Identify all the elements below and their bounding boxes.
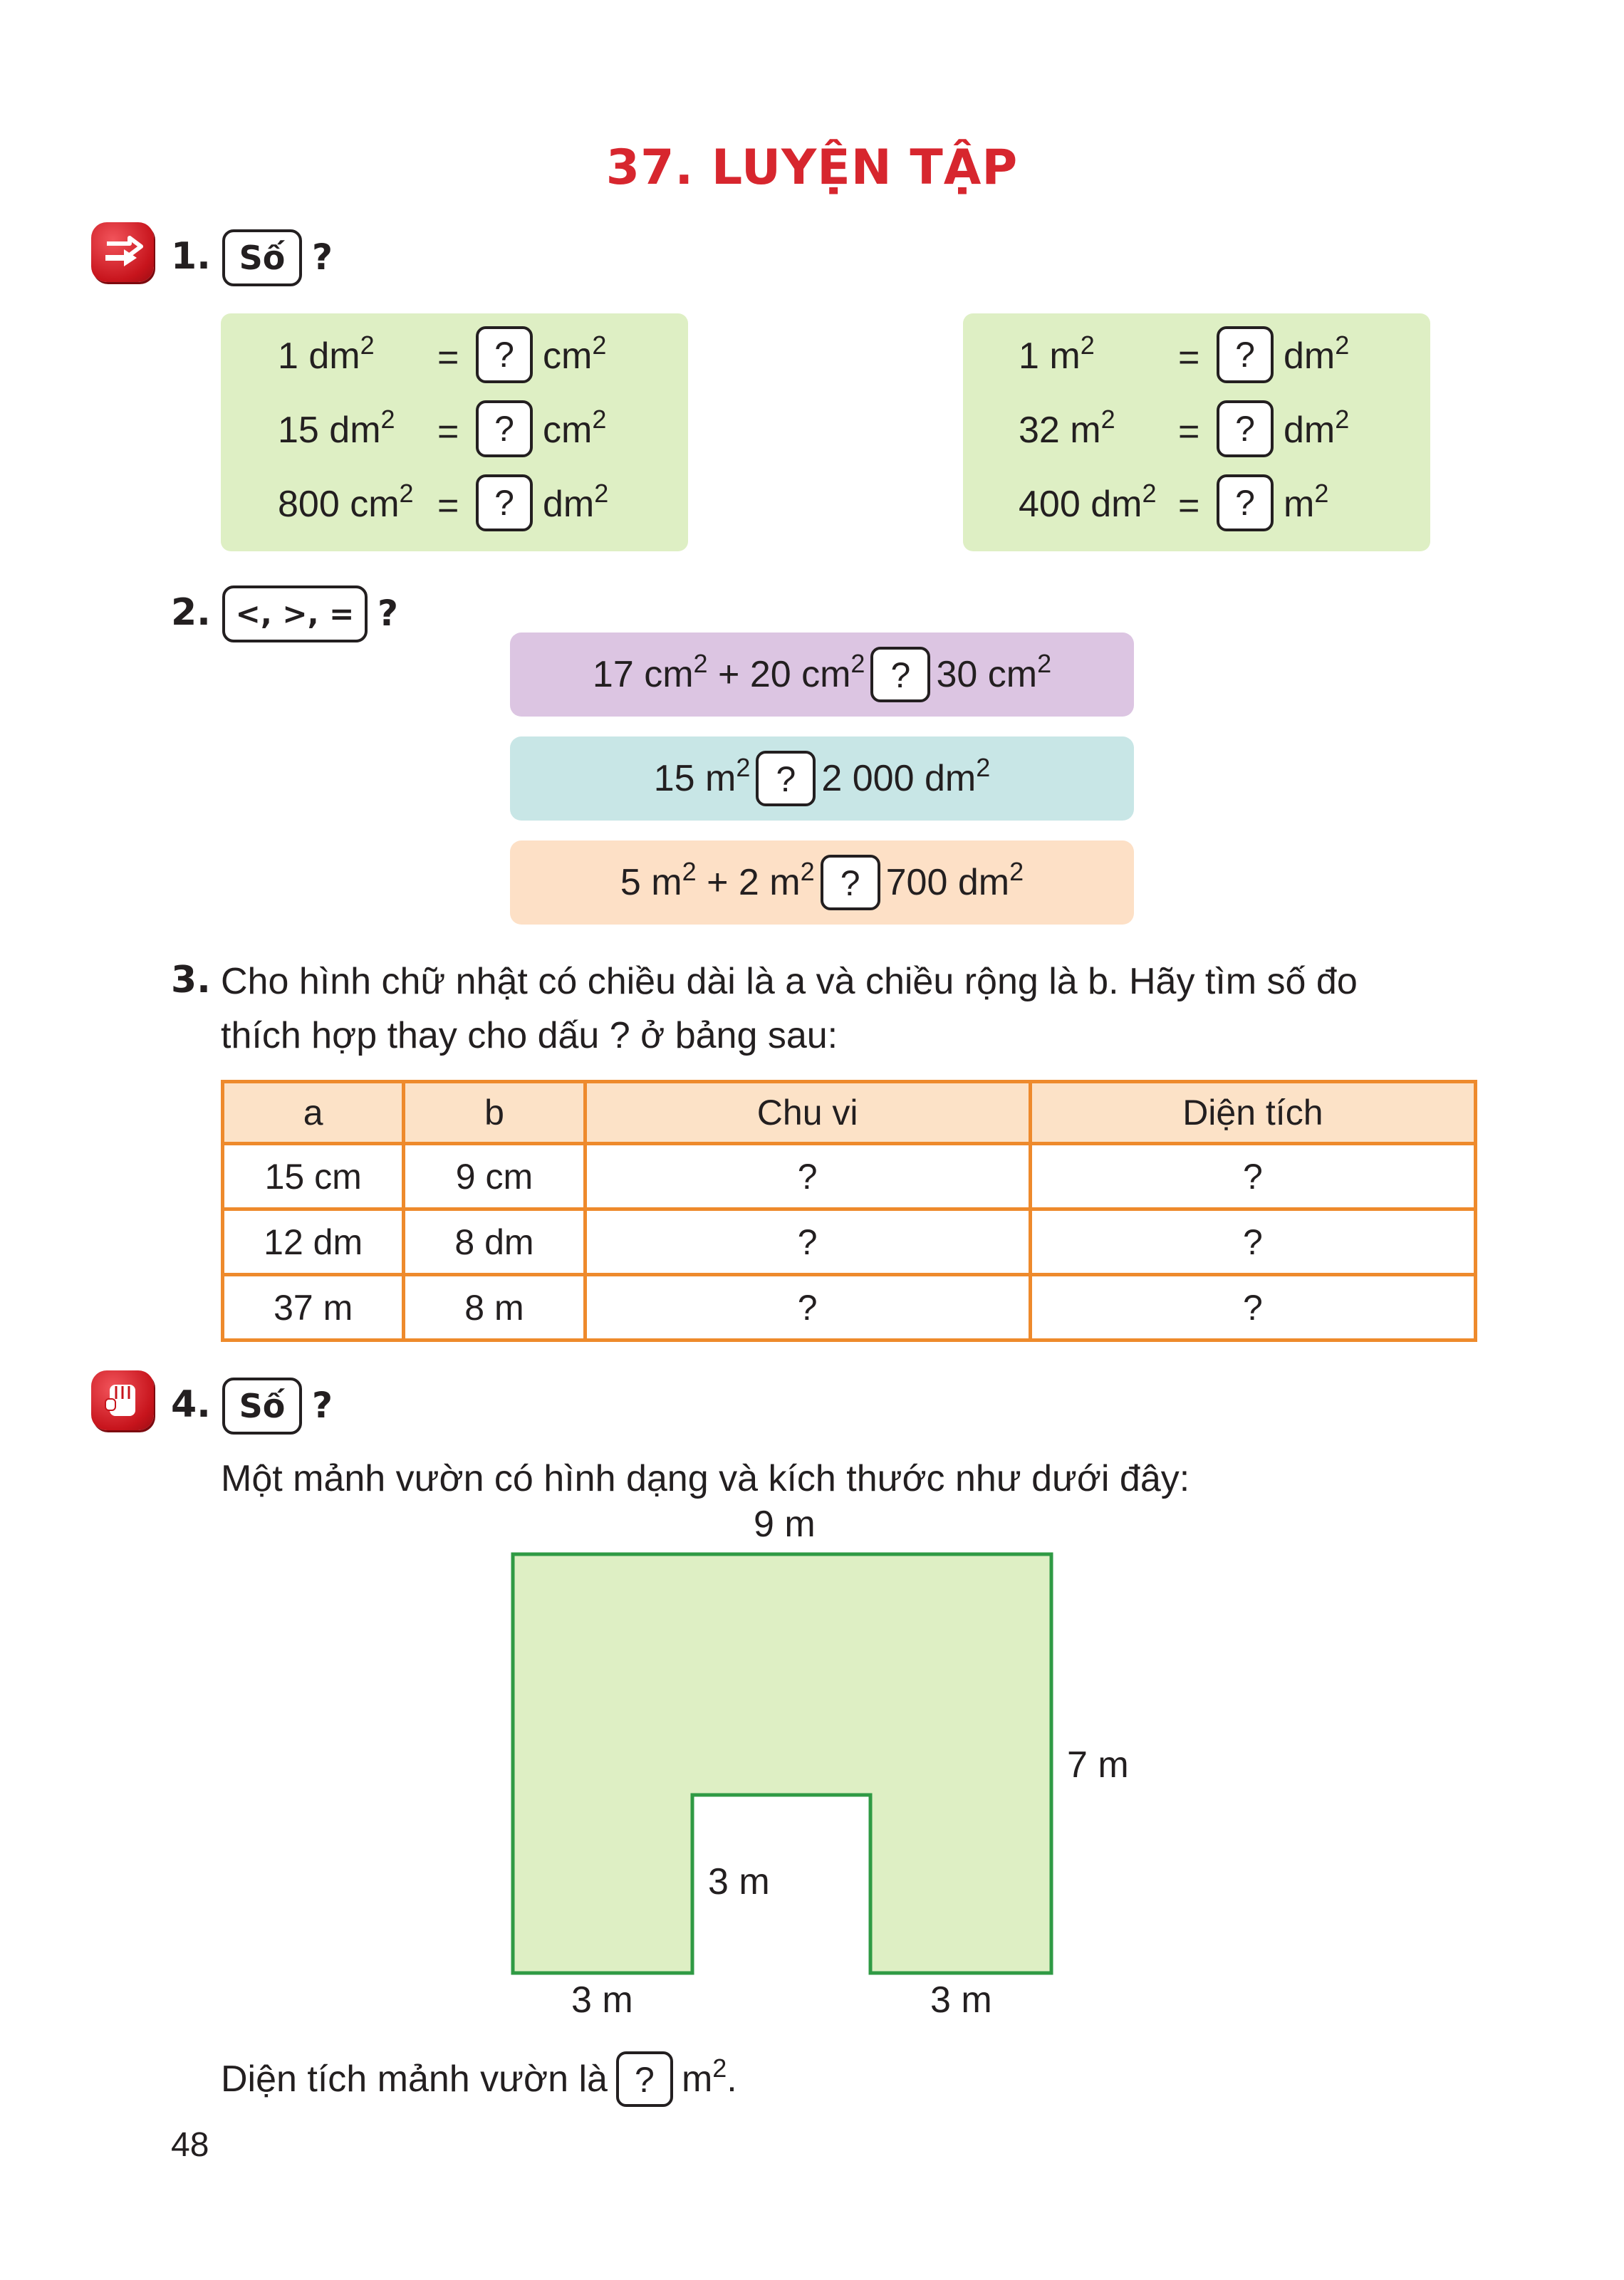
q2-row-2-right: 2 000 $dm^2$ [821,753,991,799]
q4-text: Một mảnh vườn có hình dạng và kích thước như dưới đây: [221,1458,1190,1499]
garden-top-label: 9 m [754,1504,816,1545]
equals-sign: = [1178,411,1200,452]
q1-left-2-answer-box[interactable]: ? [476,400,533,457]
table-cell: 12 dm [223,1209,404,1275]
q1-question-mark: ? [312,236,333,278]
q4-question-mark: ? [312,1385,333,1426]
q1-left-2-lhs: 15 $dm^2$ [278,405,395,451]
q2-row-1-answer-box[interactable]: ? [870,647,930,702]
q1-number: 1. [171,235,211,278]
q2-row-3-answer-box[interactable]: ? [821,855,880,910]
q1-right-3-unit: $m^2$ [1284,479,1329,525]
q1-right-2-unit: $dm^2$ [1284,405,1350,451]
q4-answer-line [221,2051,737,2107]
table-cell: 8 m [404,1275,585,1341]
equals-sign: = [1178,337,1200,378]
q2-question-mark: ? [378,593,399,634]
garden-bottom-left-label: 3 m [571,1979,633,2021]
q1-right-1-answer-box[interactable]: ? [1217,326,1274,383]
q2-row-3-left: 5 $m^2 + 2$ $m^2$ [620,857,815,903]
table-cell: 8 dm [404,1209,585,1275]
q1-right-1-lhs: 1 $m^2$ [1019,330,1095,377]
page-title: 37. LUYỆN TẬP [605,140,1019,196]
q1-tag: Số [222,229,302,286]
table-answer-cell[interactable]: ? [1030,1275,1475,1341]
equals-sign: = [437,337,459,378]
q1-right-1-unit: $dm^2$ [1284,330,1350,377]
table-cell: 15 cm [223,1144,404,1209]
q2-row-2-left: 15 $m^2$ [653,753,751,799]
page-number: 48 [171,2126,209,2164]
q4-tag: Số [222,1378,302,1435]
q1-left-1-answer-box[interactable]: ? [476,326,533,383]
table-answer-cell[interactable]: ? [1030,1144,1475,1209]
table-answer-cell[interactable]: ? [585,1209,1030,1275]
q1-right-2-answer-box[interactable]: ? [1217,400,1274,457]
q1-right-2-lhs: 32 $m^2$ [1019,405,1115,451]
q2-number: 2. [171,591,211,634]
q2-row-1-left: 17 $cm^2 + 20$ $cm^2$ [592,649,865,695]
q3-text-line-1: Cho hình chữ nhật có chiều dài là a và chiều rộng là b. Hãy tìm số đo [221,961,1358,1002]
q1-right-3-lhs: 400 $dm^2$ [1019,479,1157,525]
q1-left-2-unit: $cm^2$ [543,405,607,451]
equals-sign: = [437,485,459,526]
garden-right-label: 7 m [1067,1744,1129,1786]
q3-text-line-2: thích hợp thay cho dấu ? ở bảng sau: [221,1015,838,1056]
q4-number: 4. [171,1383,211,1426]
table-header-perimeter: Chu vi [585,1082,1030,1144]
q1-left-3-unit: $dm^2$ [543,479,609,525]
table-cell: 37 m [223,1275,404,1341]
table-answer-cell[interactable]: ? [1030,1209,1475,1275]
q4-answer-unit: $m^2$. [681,2053,737,2100]
table-cell: 9 cm [404,1144,585,1209]
q3-number: 3. [171,959,211,1001]
q1-right-3-answer-box[interactable]: ? [1217,474,1274,531]
equals-sign: = [437,411,459,452]
q2-tag: <, >, = [222,585,368,642]
table-header-b: b [404,1082,585,1144]
q1-left-1-unit: $cm^2$ [543,330,607,377]
garden-inner-label: 3 m [708,1861,770,1902]
q2-row-3-right: 700 $dm^2$ [885,857,1024,903]
garden-shape [513,1554,1051,1973]
q1-left-3-lhs: 800 $cm^2$ [278,479,414,525]
q2-row-2-answer-box[interactable]: ? [756,751,816,806]
table-header-a: a [223,1082,404,1144]
equals-sign: = [1178,485,1200,526]
q2-row-1-right: 30 $cm^2$ [936,649,1052,695]
garden-bottom-right-label: 3 m [930,1979,992,2021]
table-answer-cell[interactable]: ? [585,1144,1030,1209]
q4-answer-box[interactable]: ? [616,2051,673,2107]
table-answer-cell[interactable]: ? [585,1275,1030,1341]
q1-left-3-answer-box[interactable]: ? [476,474,533,531]
table-header-area: Diện tích [1030,1082,1475,1144]
q1-left-1-lhs: 1 $dm^2$ [278,330,375,377]
q4-answer-prefix: Diện tích mảnh vườn là [221,2058,608,2100]
